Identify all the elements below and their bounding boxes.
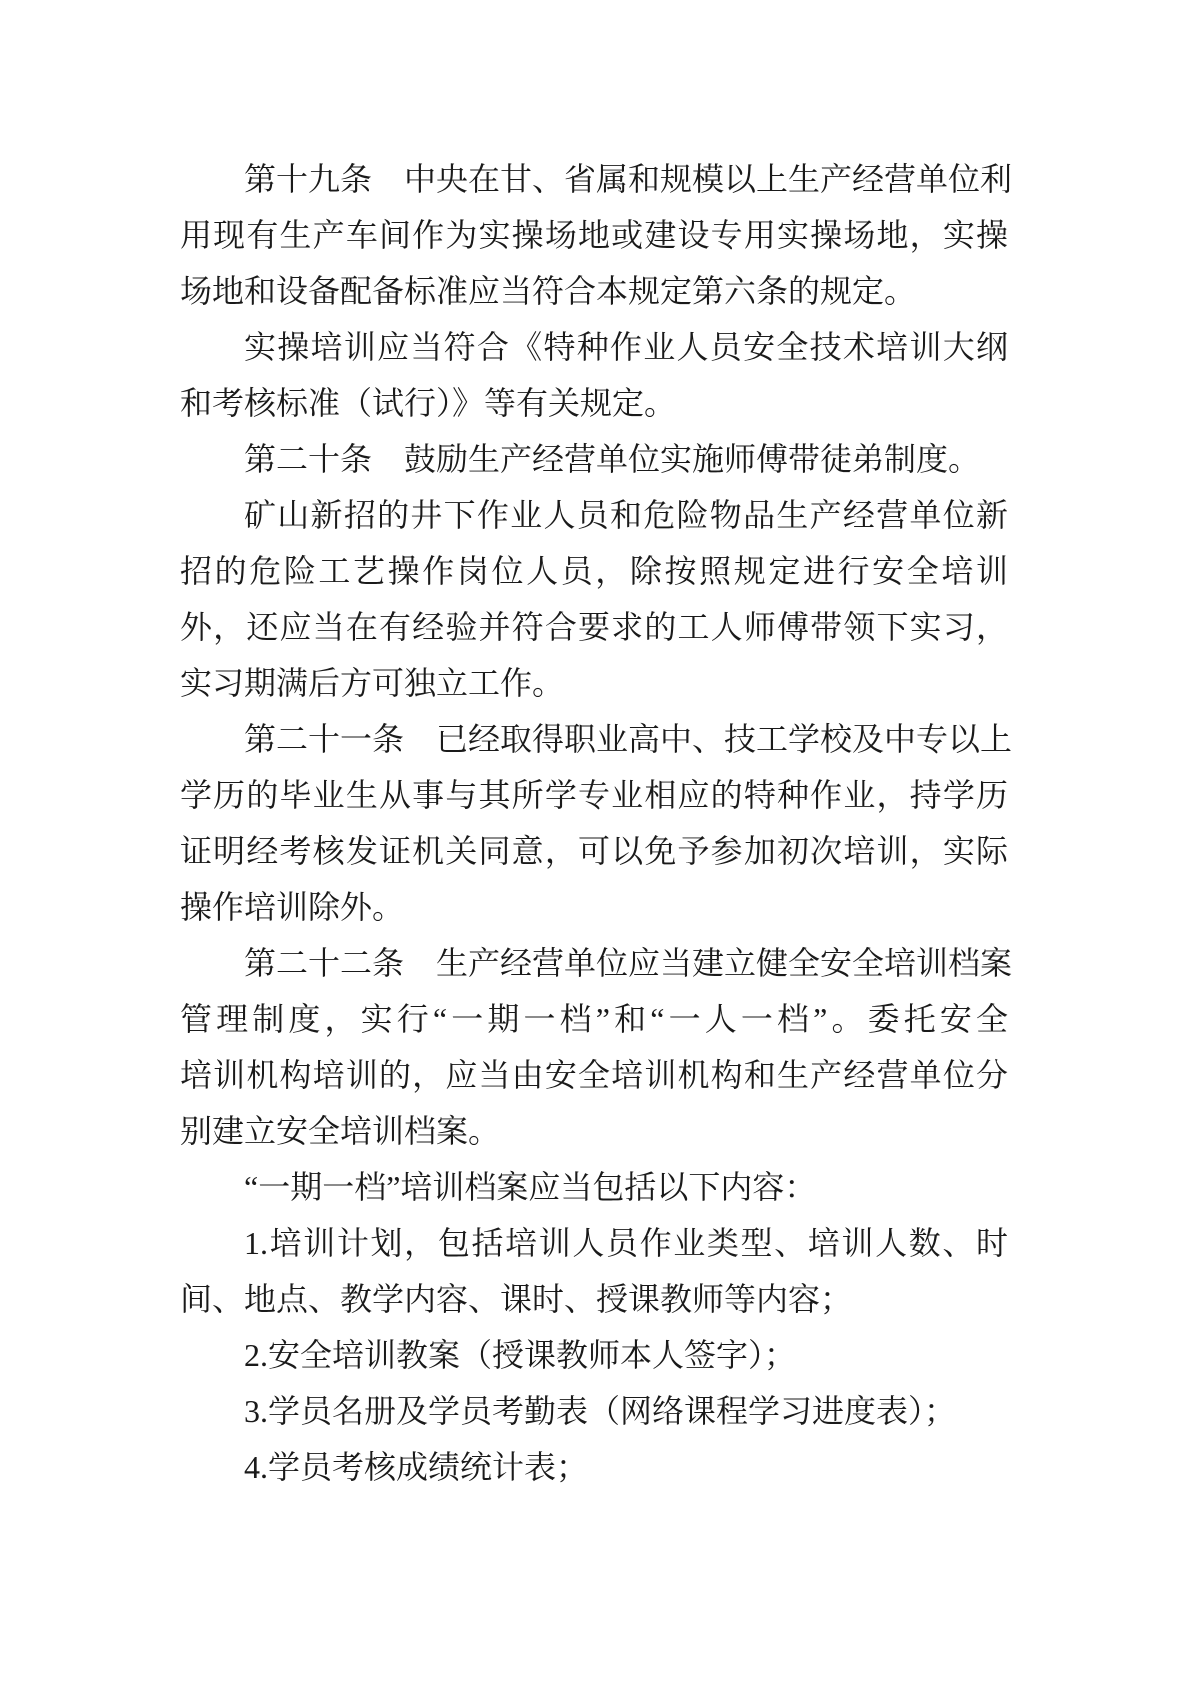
text-line: 管理制度，实行“一期一档”和“一人一档”。委托安全 [180,1001,1008,1037]
text-line-article-22: 第二十二条 生产经营单位应当建立健全安全培训档案 [244,945,1013,981]
text-line-list-item-1: 1.培训计划，包括培训人员作业类型、培训人数、时 [244,1225,1008,1261]
text-line: 场地和设备配备标准应当符合本规定第六条的规定。 [180,273,917,309]
text-line-article-20: 第二十条 鼓励生产经营单位实施师傅带徒弟制度。 [244,441,981,477]
text-line: 和考核标准（试行）》等有关规定。 [180,385,677,421]
text-line: 矿山新招的井下作业人员和危险物品生产经营单位新 [244,497,1008,533]
text-line: 招的危险工艺操作岗位人员，除按照规定进行安全培训 [180,553,1008,589]
text-line: 用现有生产车间作为实操场地或建设专用实操场地，实操 [180,217,1008,253]
text-line-list-item-2: 2.安全培训教案（授课教师本人签字）； [244,1337,797,1373]
text-line: 实操培训应当符合《特种作业人员安全技术培训大纲 [244,329,1008,365]
text-line: 培训机构培训的，应当由安全培训机构和生产经营单位分 [180,1057,1008,1093]
text-line: 实习期满后方可独立工作。 [180,665,565,701]
text-line-article-19: 第十九条 中央在甘、省属和规模以上生产经营单位利 [244,161,1013,197]
text-line: 别建立安全培训档案。 [180,1113,501,1149]
text-line: 操作培训除外。 [180,889,405,925]
text-line: 外，还应当在有经验并符合要求的工人师傅带领下实习， [180,609,1008,645]
text-line-list-item-3: 3.学员名册及学员考勤表（网络课程学习进度表）； [244,1393,957,1429]
text-line: “一期一档”培训档案应当包括以下内容： [244,1169,817,1205]
text-line: 证明经考核发证机关同意，可以免予参加初次培训，实际 [180,833,1008,869]
text-line: 学历的毕业生从事与其所学专业相应的特种作业，持学历 [180,777,1008,813]
text-line: 间、地点、教学内容、课时、授课教师等内容； [180,1281,853,1317]
document-text-block [180,151,1013,1495]
text-line-article-21: 第二十一条 已经取得职业高中、技工学校及中专以上 [244,721,1013,757]
text-line-list-item-4: 4.学员考核成绩统计表； [244,1449,589,1485]
